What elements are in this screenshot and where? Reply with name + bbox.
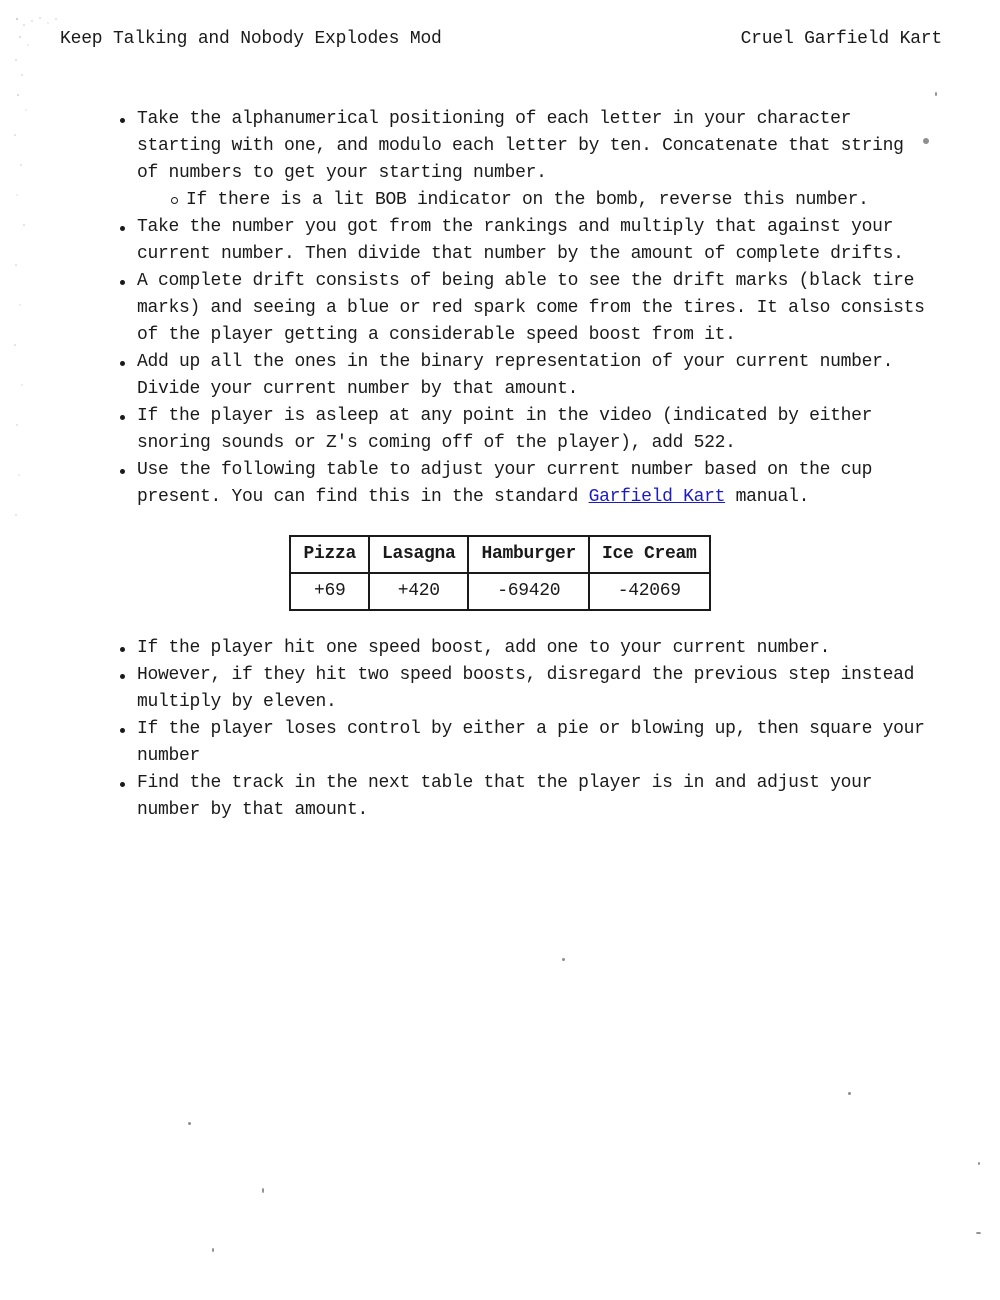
list-item: If the player loses control by either a pie or blowing up, then square your number [137,716,927,770]
table-cell: +69 [290,573,369,610]
ink-speck [978,1162,980,1165]
step-text: Take the alphanumerical positioning of each letter in your character starting with one, and modulo each letter by ten. Concatenate that string of numbers to get your starting number. [137,109,904,183]
step-text: Use the following table to adjust your current number based on the cup present. You can find this in the standard [137,460,873,507]
ink-speck [562,958,565,961]
ink-speck [262,1188,264,1193]
ink-speck [212,1248,214,1252]
garfield-kart-manual-link[interactable]: Garfield Kart [588,487,726,507]
list-item: A complete drift consists of being able to see the drift marks (black tire marks) and seeing a blue or red spark come from the tires. It also consists of the player getting a considerable speed boost from it. [137,268,927,349]
manual-content [137,106,927,824]
table-header-cell: Hamburger [468,536,589,573]
ink-speck [188,1122,191,1125]
steps-list-after-table [137,635,927,824]
table-cell: -42069 [589,573,710,610]
header-mod-title: Keep Talking and Nobody Explodes Mod [60,29,442,49]
table-header-cell: Lasagna [369,536,469,573]
paper-grain-decoration [12,15,72,535]
table-header-row [290,536,709,573]
step-text: manual. [725,487,810,507]
cup-table-wrapper [0,535,1000,611]
list-item: If the player hit one speed boost, add one to your current number. [137,635,927,662]
sub-list-item: If there is a lit BOB indicator on the bomb, reverse this number. [186,187,927,214]
list-item: Take the number you got from the rankings and multiply that against your current number. Then divide that number by the amount of complete drifts. [137,214,927,268]
list-item: Add up all the ones in the binary representation of your current number. Divide your current number by that amount. [137,349,927,403]
list-item: If the player is asleep at any point in the video (indicated by either snoring sounds or Z's coming off of the player), add 522. [137,403,927,457]
table-cell: -69420 [468,573,589,610]
ink-speck [935,92,937,96]
table-row [290,573,709,610]
steps-list-before-table [137,106,927,511]
table-header-cell: Ice Cream [589,536,710,573]
ink-speck [976,1232,981,1234]
ink-speck [848,1092,851,1095]
sub-list [137,187,927,214]
list-item [137,457,927,511]
cup-adjustment-table [289,535,710,611]
table-cell: +420 [369,573,469,610]
list-item: However, if they hit two speed boosts, disregard the previous step instead multiply by eleven. [137,662,927,716]
table-header-cell: Pizza [290,536,369,573]
header-module-name: Cruel Garfield Kart [740,29,942,49]
list-item: Find the track in the next table that the player is in and adjust your number by that amount. [137,770,927,824]
list-item [137,106,927,214]
